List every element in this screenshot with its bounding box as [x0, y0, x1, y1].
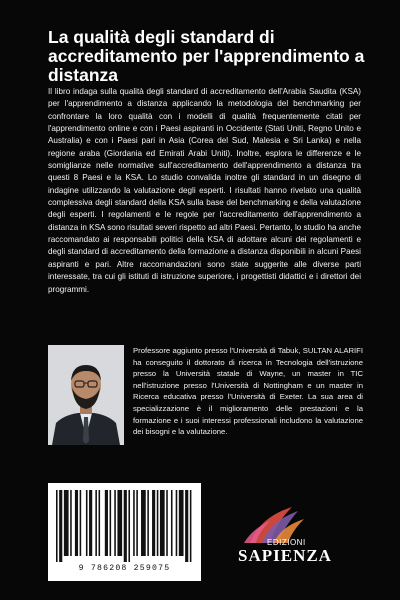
barcode-bar: [89, 490, 92, 556]
barcode-bar: [117, 490, 122, 556]
barcode-bar: [80, 490, 82, 556]
barcode-bar: [86, 490, 88, 556]
barcode-bar: [157, 490, 159, 556]
barcode-bar: [136, 490, 138, 556]
barcode-bar: [110, 490, 112, 556]
barcode-bar: [190, 490, 192, 562]
barcode-bar: [124, 490, 127, 562]
barcode-bar: [114, 490, 116, 556]
barcode-bar: [141, 490, 146, 556]
publisher-logo: [238, 505, 338, 573]
barcode-bars: [56, 490, 193, 562]
barcode-bar: [179, 490, 184, 556]
author-photo: [48, 345, 124, 445]
barcode-bar: [152, 490, 155, 556]
barcode-bar: [185, 490, 188, 562]
publisher-name: SAPIENZA: [238, 546, 332, 565]
barcode-bar: [75, 490, 78, 556]
book-description: Il libro indaga sulla qualità degli standard di accreditamento dell'Arabia Saudita (KSA) per l'apprendimento a distanza applicando la metodologia del benchmarking per confrontare la loro qualità con i modelli di qualità frequentemente citati per l'apprendimento online e con i Paesi aspiranti in Occidente (Stati Uniti, Regno Unito e Australia) e con i Paesi pari in Asia (Corea del Sud, Malesia e Sri Lanka) e nella regione araba (Giordania ed Emirati Arabi Uniti). Inoltre, esplora le differenze e le somiglianze nelle normative sull'accreditamento dell'apprendimento a distanza tra questi 8 Paesi e la KSA. Lo studio convalida inoltre gli standard in un disegno di indagine utilizzando la valutazione degli esperti. I risultati hanno rivelato una qualità complessiva degli standard della KSA sulla base del benchmarking e della valutazione degli esperti. I regolamenti e le regole per l'accreditamento dell'apprendimento a distanza in KSA sono risultati severi rispetto ad altri Paesi. Pertanto, lo studio ha anche raccomandato ai responsabili politici della KSA di adottare alcuni dei regolamenti e degli standard di accreditamento della formazione a distanza disponibili in alcuni Paesi aspiranti e pari. Altre raccomandazioni sono state suggerite alle diverse parti interessate, tra cui gli istituti di istruzione superiore, i progettisti didattici e i direttori dei programmi.: [48, 87, 361, 294]
barcode-bar: [133, 490, 135, 556]
barcode-digits: 9 786208 259075: [78, 564, 171, 573]
barcode-bar: [59, 490, 62, 562]
barcode-bar: [56, 490, 58, 562]
barcode-bar: [95, 490, 97, 556]
barcode-bar: [64, 490, 69, 556]
barcode-bar: [99, 490, 101, 556]
barcode-bar: [171, 490, 173, 556]
isbn-barcode: [48, 483, 201, 581]
barcode-bar: [70, 490, 72, 556]
barcode-bar: [160, 490, 165, 556]
barcode-bar: [176, 490, 178, 556]
barcode-bar: [128, 490, 130, 562]
barcode-bar: [105, 490, 108, 556]
barcode-bar: [166, 490, 168, 556]
author-bio: Professore aggiunto presso l'Università di Tabuk, SULTAN ALARIFI ha conseguito il dottorato di ricerca in Tecnologia dell'istruzione presso la Università statale di Wayne, un master in TIC nell'istruzione presso l'Università di Nottingham e un master in Ricerca educativa presso l'Università di Exeter. La sua area di specializzazione è il miglioramento delle prestazioni e la formazione e i suoi interessi professionali includono la valutazione dei bisogni e la valutazione.: [133, 346, 363, 437]
book-title: La qualità degli standard di accreditamento per l'apprendimento a distanza: [48, 27, 365, 85]
publisher-prefix: EDIZIONI: [267, 538, 306, 547]
barcode-bar: [147, 490, 149, 556]
